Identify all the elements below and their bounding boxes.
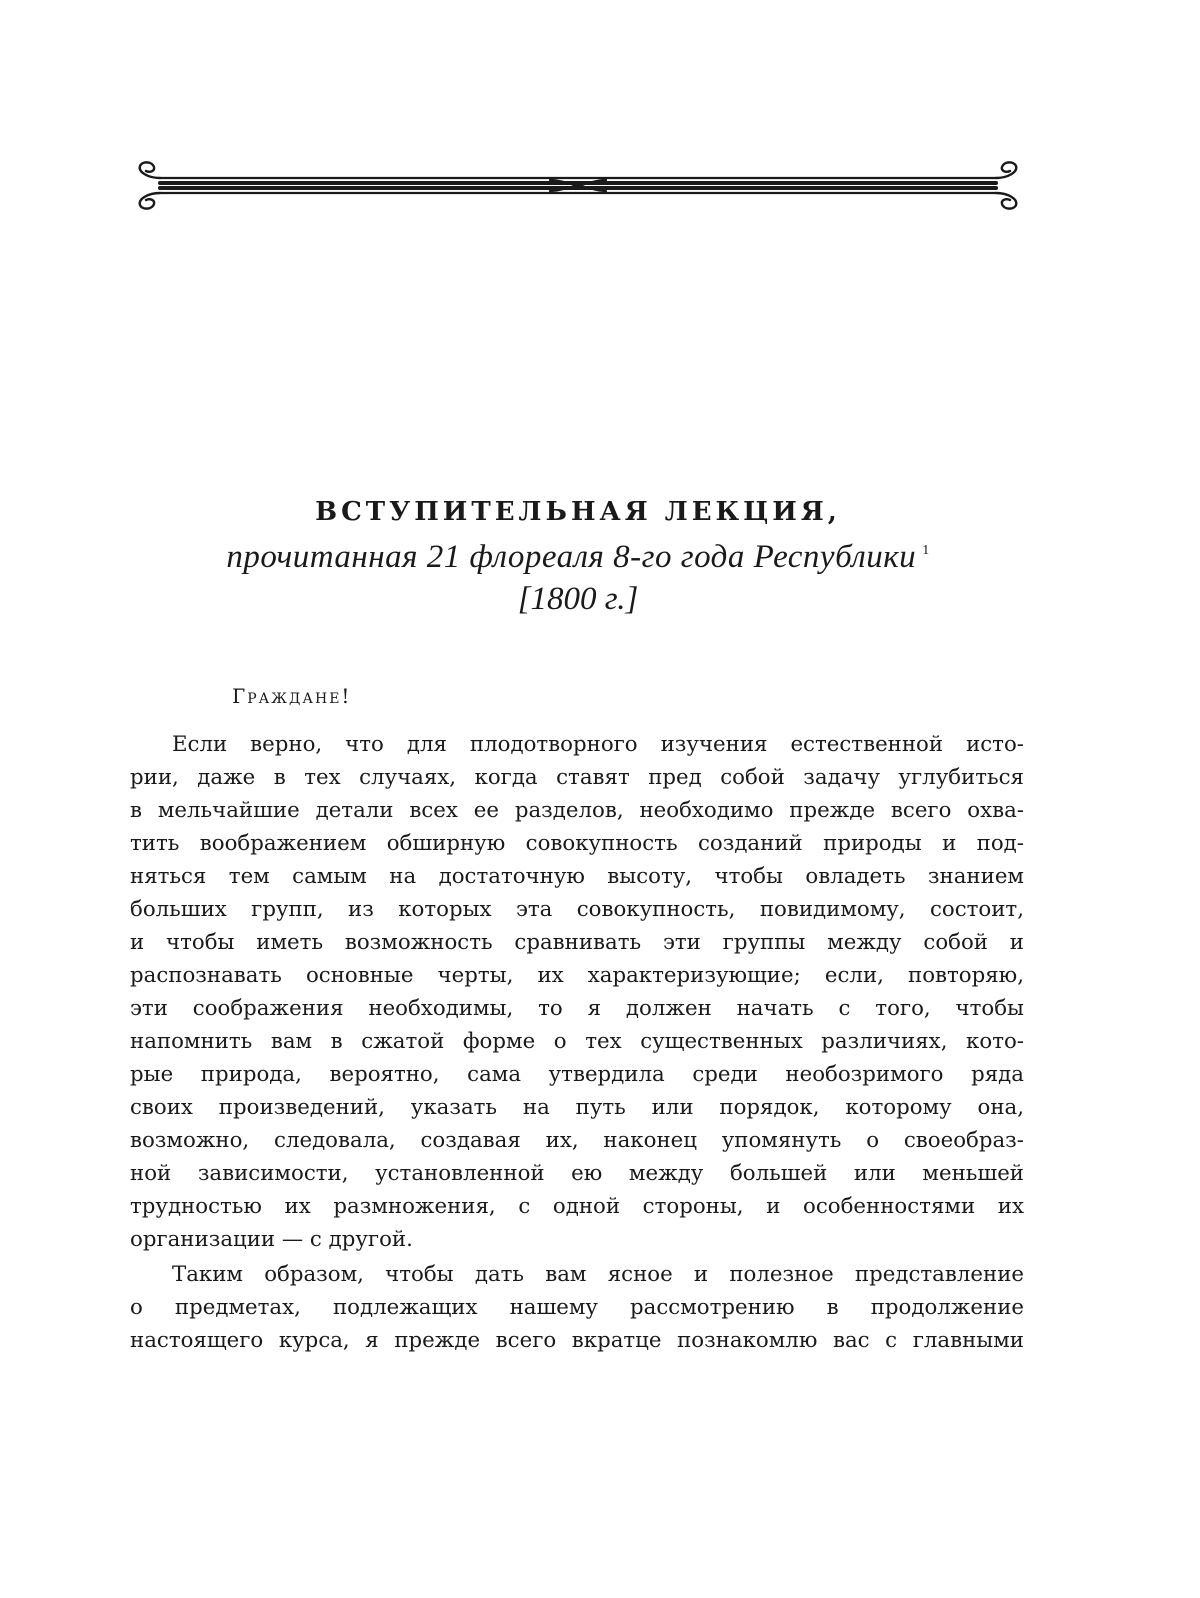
decorative-ornament-rule xyxy=(130,158,1026,214)
text-line: больших групп, из которых эта совокупность, повидимому, состоит, xyxy=(130,897,1024,922)
text-line: няться тем самым на достаточную высоту, чтобы овладеть знанием xyxy=(130,864,1024,889)
text-line: Таким образом, чтобы дать вам ясное и полезное представление xyxy=(172,1262,1024,1287)
text-line: настоящего курса, я прежде всего вкратце познакомлю вас с главными xyxy=(130,1328,1024,1353)
text-line: трудностью их размножения, с одной стороны, и особенностями их xyxy=(130,1194,1024,1219)
text-line: эти соображения необходимы, то я должен начать с того, чтобы xyxy=(130,996,1024,1021)
text-line: тить воображением обширную совокупность созданий природы и под- xyxy=(130,831,1024,856)
text-line: Если верно, что для плодотворного изучения естественной исто- xyxy=(172,732,1024,757)
lecture-subtitle-text: прочитанная 21 флореаля 8-го года Республики xyxy=(226,539,917,575)
text-line: организации — с другой. xyxy=(130,1227,413,1252)
text-line: распознавать основные черты, их характеризующие; если, повторяю, xyxy=(130,963,1024,988)
lecture-title: ВСТУПИТЕЛЬНАЯ ЛЕКЦИЯ, xyxy=(315,497,841,527)
text-line: ной зависимости, установленной ею между большей или меньшей xyxy=(130,1161,1024,1186)
footnote-mark: 1 xyxy=(922,543,930,558)
text-line: напомнить вам в сжатой форме о тех существенных различиях, кото- xyxy=(130,1029,1024,1054)
salutation: Граждане! xyxy=(232,684,352,708)
text-line: о предметах, подлежащих нашему рассмотрению в продолжение xyxy=(130,1295,1024,1320)
text-line: в мельчайшие детали всех ее разделов, необходимо прежде всего охва- xyxy=(130,798,1024,823)
lecture-subtitle xyxy=(130,536,1026,578)
paragraph-1 xyxy=(130,728,1024,1256)
text-line: рии, даже в тех случаях, когда ставят пред собой задачу углубиться xyxy=(130,765,1024,790)
text-line: и чтобы иметь возможность сравнивать эти группы между собой и xyxy=(130,930,1024,955)
lecture-date: [1800 г.] xyxy=(517,581,639,617)
text-line: своих произведений, указать на путь или порядок, которому она, xyxy=(130,1095,1024,1120)
paragraph-2 xyxy=(130,1258,1024,1357)
lecture-heading xyxy=(130,492,1026,620)
text-line: рые природа, вероятно, сама утвердила среди необозримого ряда xyxy=(130,1062,1024,1087)
text-line: возможно, следовала, создавая их, наконец упомянуть о своеобраз- xyxy=(130,1128,1024,1153)
body-text xyxy=(130,728,1024,1359)
